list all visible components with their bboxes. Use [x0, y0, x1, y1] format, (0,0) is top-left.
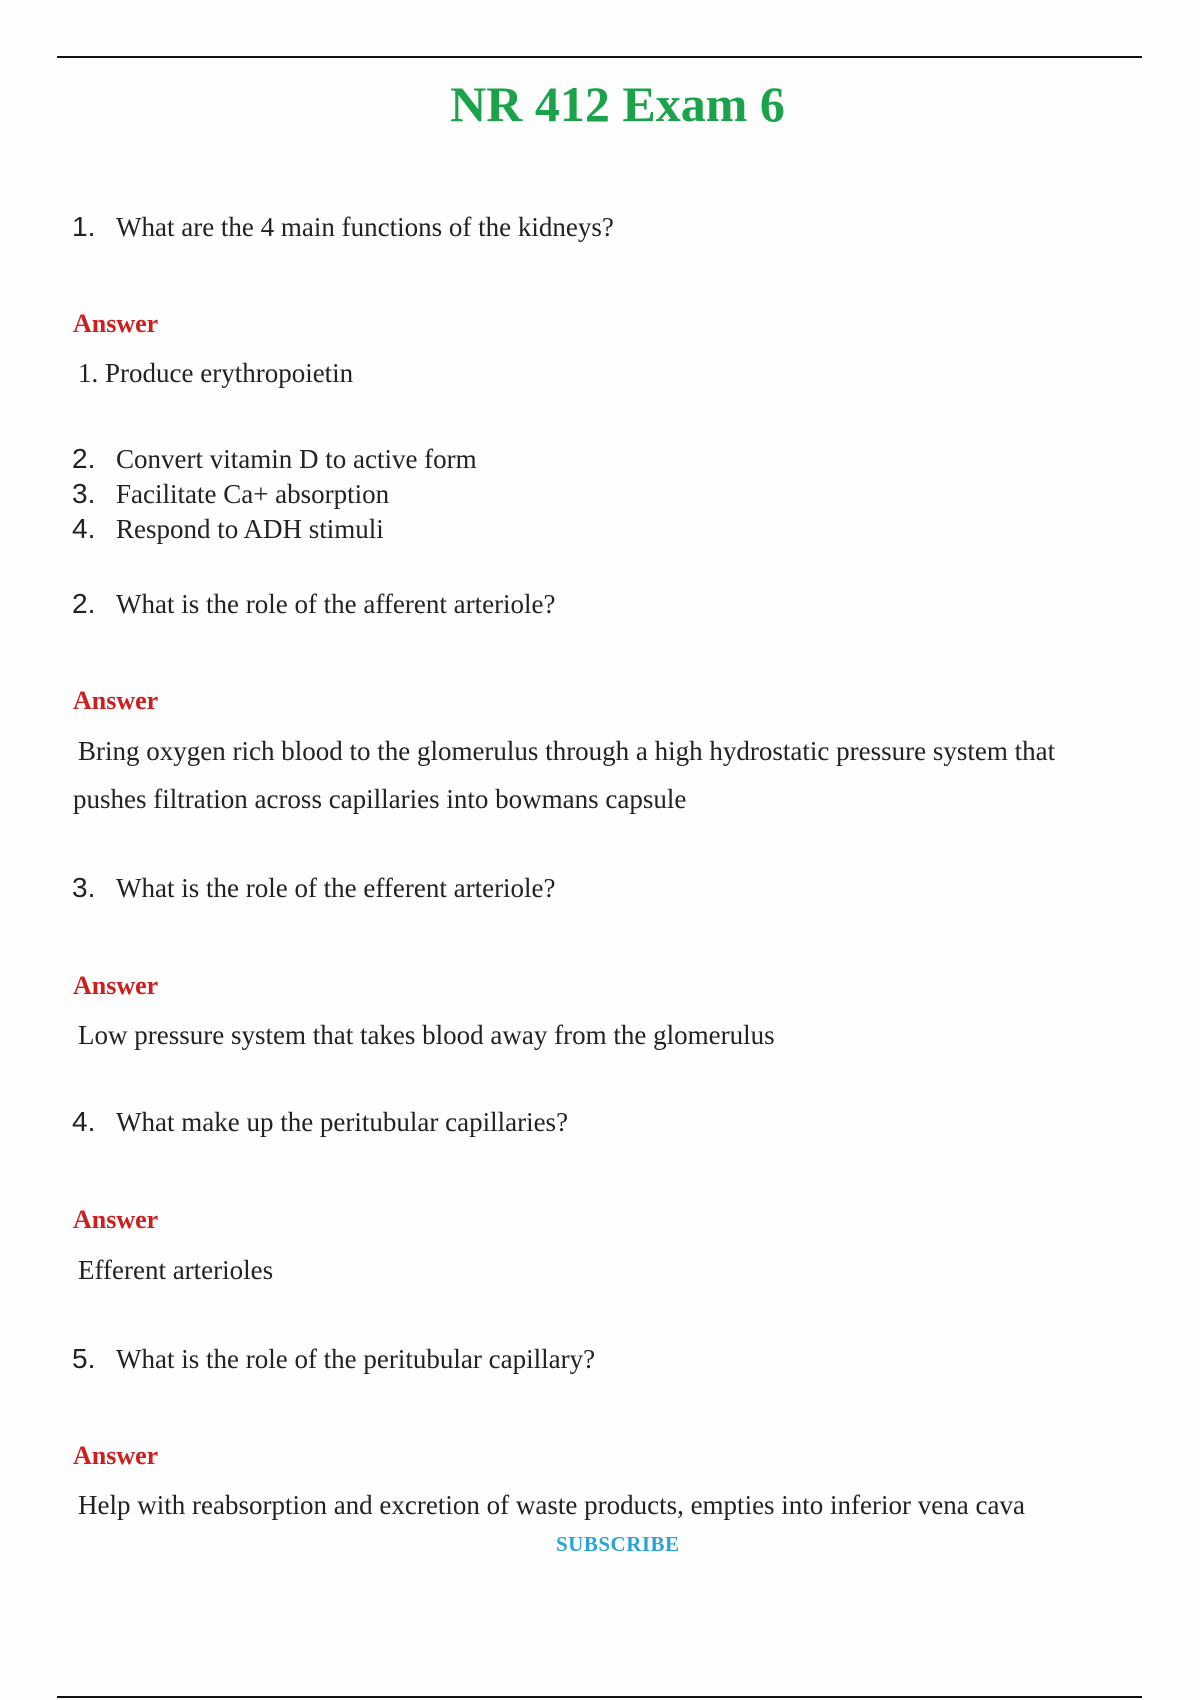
question-text: What make up the peritubular capillaries?	[116, 1107, 569, 1137]
answer-2-text: Bring oxygen rich blood to the glomerulus through a high hydrostatic pressure system that pushes filtration across capillaries into bowmans capsule	[73, 736, 1056, 814]
list-item-text: Convert vitamin D to active form	[116, 444, 477, 474]
question-1	[72, 211, 614, 243]
answer-1-first-item: 1. Produce erythropoietin	[78, 358, 354, 388]
answer-label-3: Answer	[73, 971, 159, 1000]
question-number: 4.	[72, 1106, 96, 1137]
question-text: What is the role of the peritubular capillary?	[116, 1344, 596, 1374]
page-title: NR 412 Exam 6	[450, 76, 785, 132]
answer-3-text: Low pressure system that takes blood away from the glomerulus	[78, 1020, 775, 1050]
question-5	[72, 1343, 595, 1375]
question-number: 2.	[72, 588, 96, 619]
bottom-divider	[57, 1696, 1142, 1698]
answer-label-2: Answer	[73, 686, 159, 715]
answer-1-list-item	[72, 442, 477, 476]
answer-label-5: Answer	[73, 1441, 159, 1470]
subscribe-link[interactable]: SUBSCRIBE	[556, 1532, 680, 1556]
question-3	[72, 872, 556, 904]
answer-label-1: Answer	[73, 309, 159, 338]
answer-1-list-item	[72, 477, 389, 511]
list-item-number: 2.	[72, 443, 96, 474]
answer-5-text: Help with reabsorption and excretion of waste products, empties into inferior vena cava	[78, 1490, 1025, 1520]
question-2	[72, 588, 556, 620]
list-item-text: Facilitate Ca+ absorption	[116, 479, 390, 509]
question-number: 1.	[72, 211, 96, 242]
question-text: What is the role of the efferent arteriole?	[116, 873, 556, 903]
question-number: 5.	[72, 1343, 96, 1374]
answer-1-list-item	[72, 512, 384, 546]
question-4	[72, 1106, 568, 1138]
top-divider	[57, 56, 1142, 58]
list-item-text: Respond to ADH stimuli	[116, 514, 384, 544]
list-item-number: 4.	[72, 513, 96, 544]
answer-4-text: Efferent arterioles	[78, 1255, 274, 1285]
list-item-number: 3.	[72, 478, 96, 509]
question-text: What is the role of the afferent arteriole?	[116, 589, 556, 619]
question-text: What are the 4 main functions of the kidneys?	[116, 212, 614, 242]
question-number: 3.	[72, 872, 96, 903]
answer-label-4: Answer	[73, 1205, 159, 1234]
